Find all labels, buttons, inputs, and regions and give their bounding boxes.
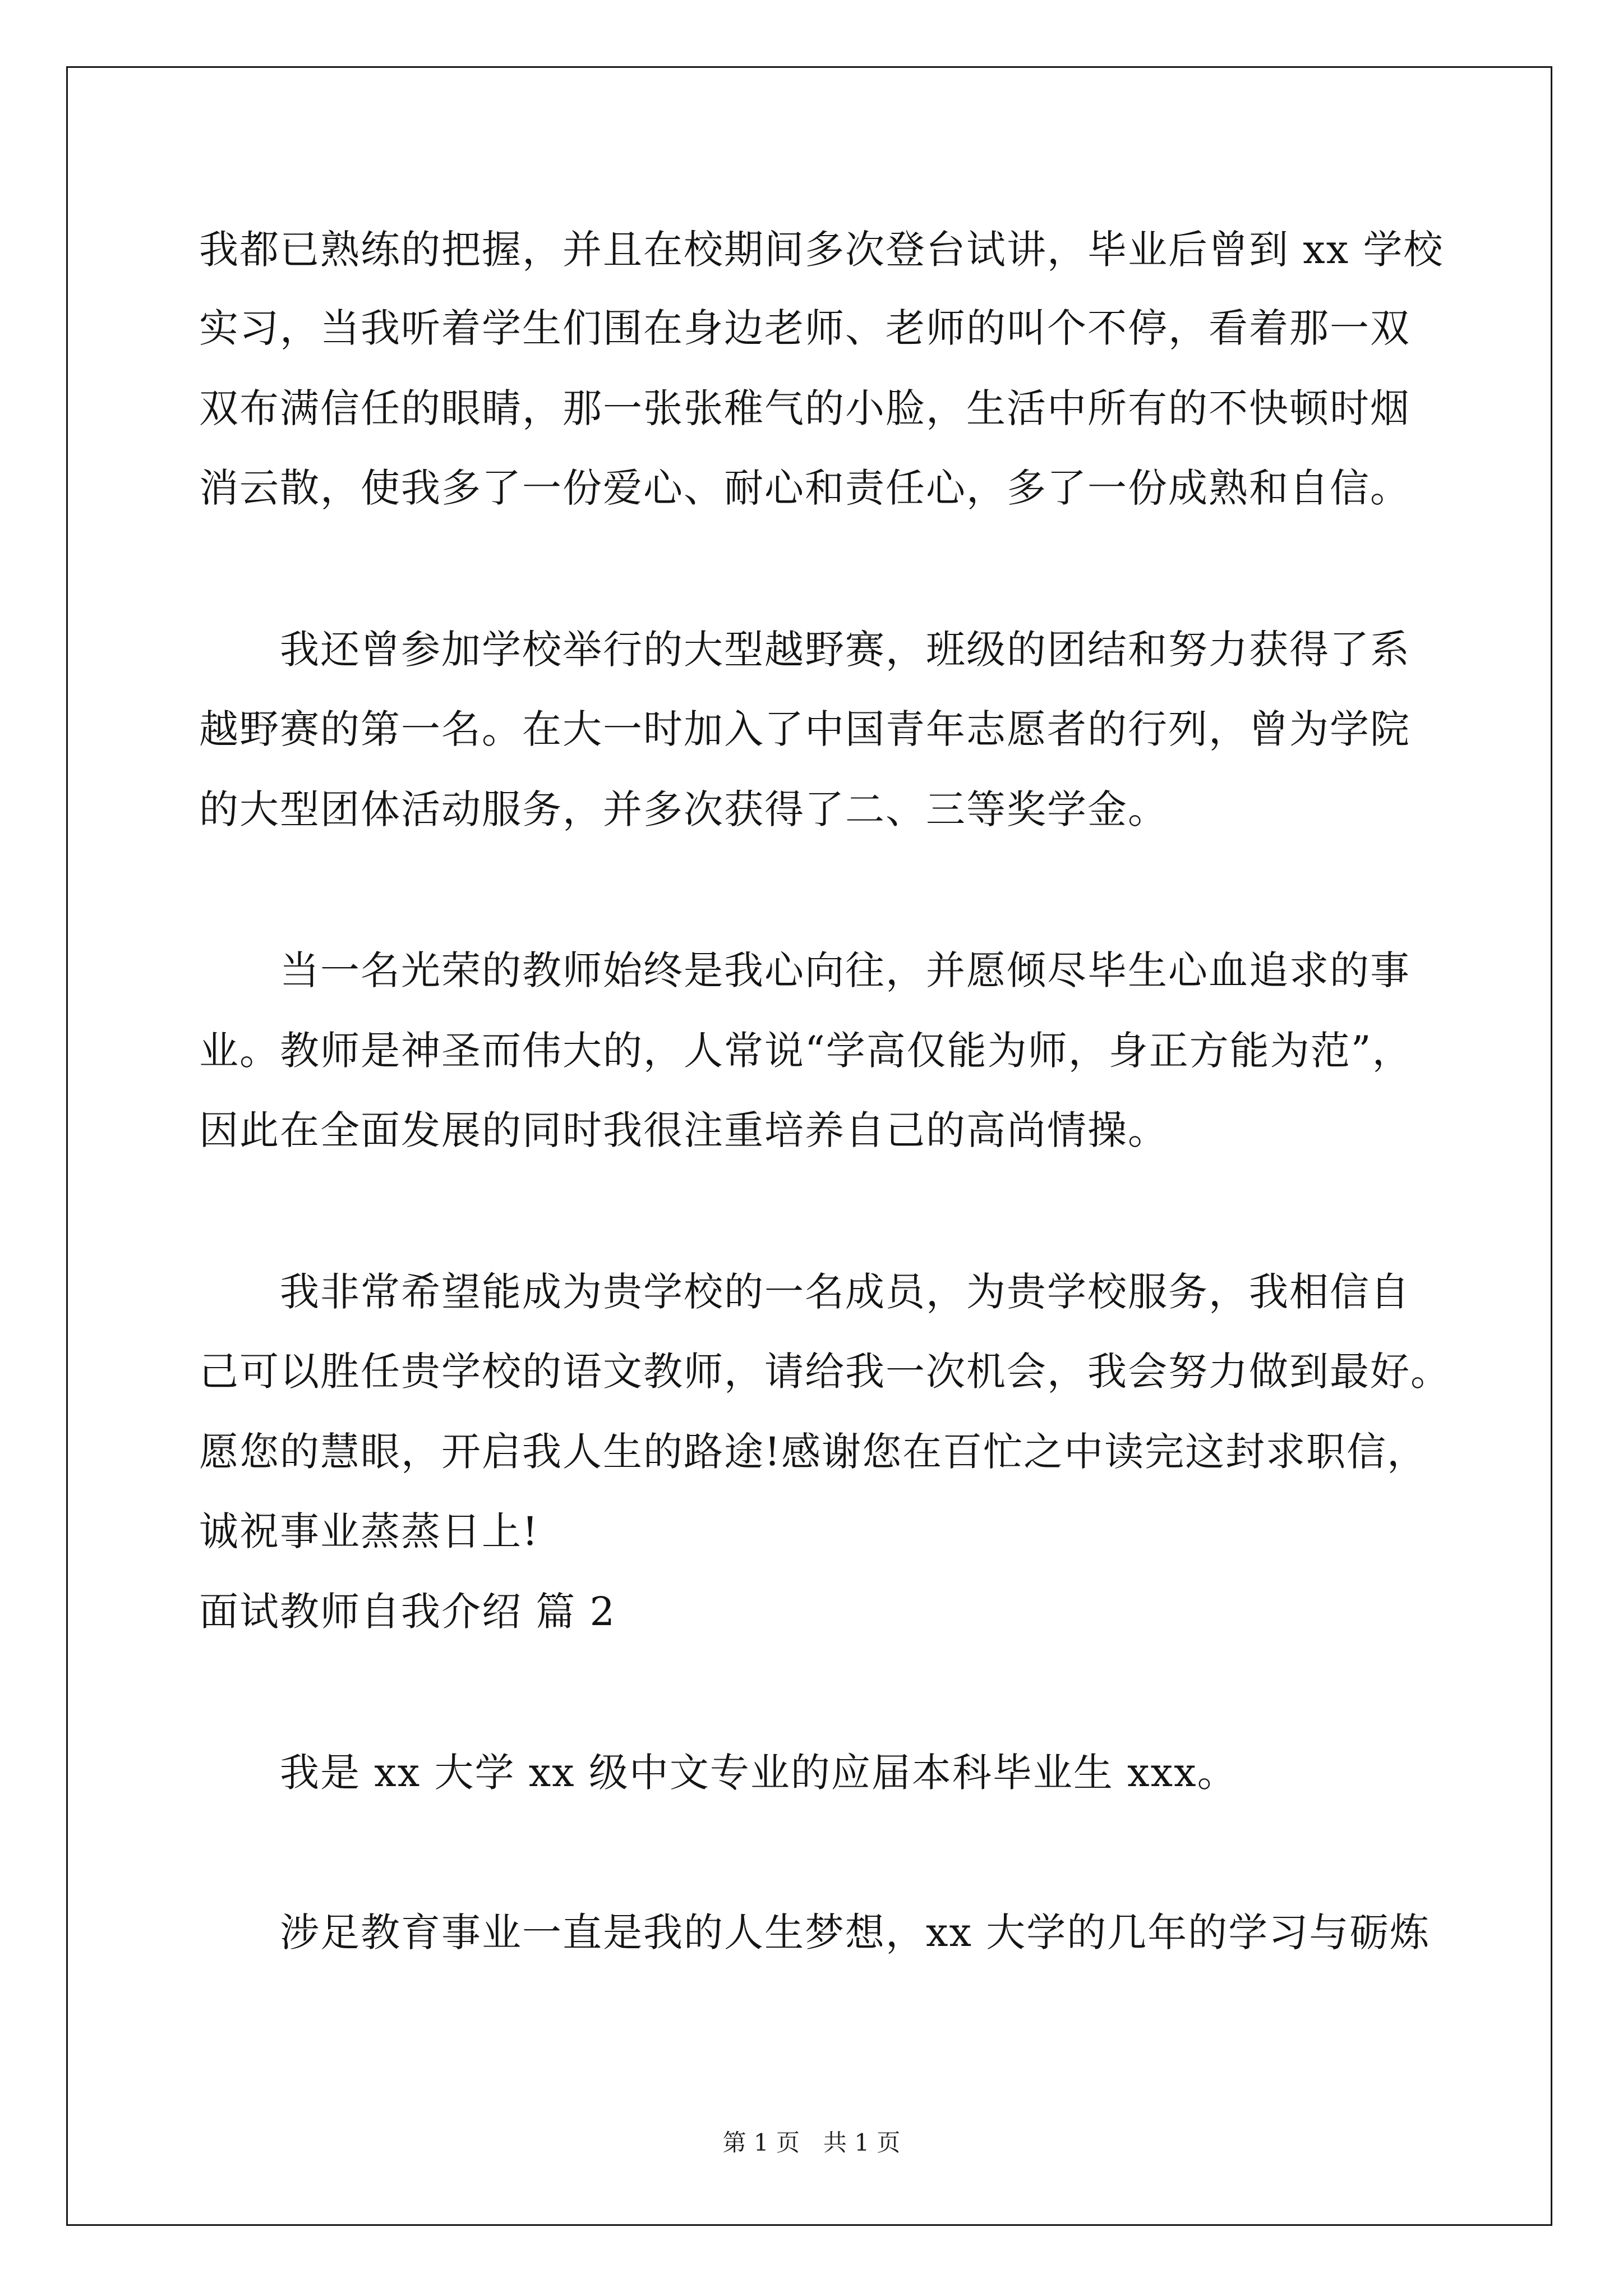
text-line: 因此在全面发展的同时我很注重培养自己的高尚情操。 bbox=[199, 1107, 1168, 1153]
text-line: 越野赛的第一名。在大一时加入了中国青年志愿者的行列，曾为学院 bbox=[199, 706, 1410, 752]
text-line: 我都已熟练的把握，并且在校期间多次登台试讲，毕业后曾到 xx 学校 bbox=[199, 227, 1444, 273]
section-heading: 面试教师自我介绍 篇 2 bbox=[199, 1589, 616, 1635]
text-line: 我非常希望能成为贵学校的一名成员，为贵学校服务，我相信自 bbox=[199, 1269, 1410, 1315]
text-line: 当一名光荣的教师始终是我心向往，并愿倾尽毕生心血追求的事 bbox=[199, 947, 1410, 993]
text-line: 双布满信任的眼睛，那一张张稚气的小脸，生活中所有的不快顿时烟 bbox=[199, 385, 1410, 431]
text-line: 实习，当我听着学生们围在身边老师、老师的叫个不停，看着那一双 bbox=[199, 305, 1410, 351]
text-line: 己可以胜任贵学校的语文教师，请给我一次机会，我会努力做到最好。 bbox=[199, 1349, 1451, 1395]
text-line: 的大型团体活动服务，并多次获得了二、三等奖学金。 bbox=[199, 786, 1168, 832]
text-line: 愿您的慧眼，开启我人生的路途!感谢您在百忙之中读完这封求职信， bbox=[199, 1429, 1428, 1475]
text-line: 我还曾参加学校举行的大型越野赛，班级的团结和努力获得了系 bbox=[199, 627, 1410, 673]
text-line: 我是 xx 大学 xx 级中文专业的应届本科毕业生 xxx。 bbox=[199, 1750, 1238, 1796]
page-number-footer: 第 1 页 共 1 页 bbox=[722, 2129, 901, 2156]
text-line: 涉足教育事业一直是我的人生梦想，xx 大学的几年的学习与砺炼 bbox=[199, 1910, 1431, 1955]
text-line: 消云散，使我多了一份爱心、耐心和责任心，多了一份成熟和自信。 bbox=[199, 465, 1410, 511]
text-line: 业。教师是神圣而伟大的，人常说“学高仅能为师，身正方能为范”， bbox=[199, 1028, 1413, 1074]
text-line: 诚祝事业蒸蒸日上! bbox=[199, 1508, 540, 1554]
